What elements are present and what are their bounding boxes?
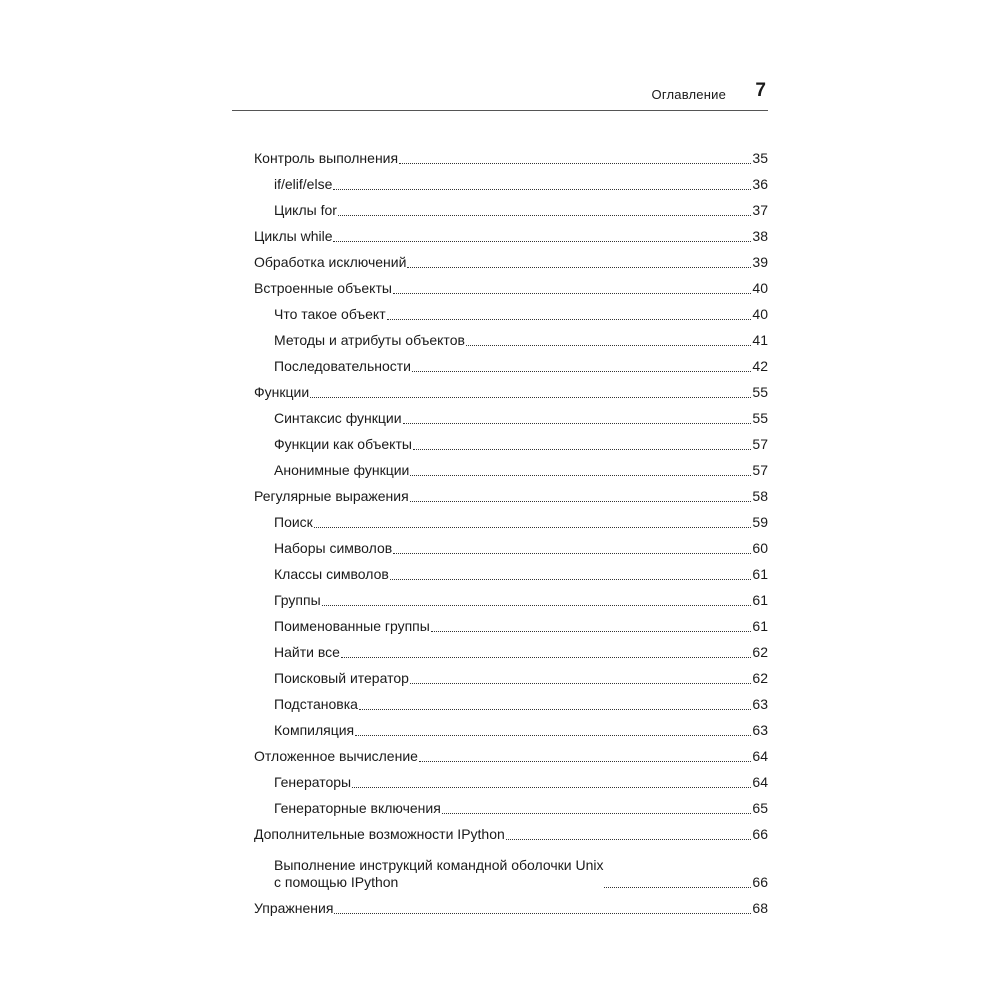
toc-entry[interactable] <box>254 271 768 297</box>
toc-entry[interactable] <box>254 583 768 609</box>
toc-entry[interactable] <box>254 843 768 891</box>
toc-entry-title: Наборы символов <box>274 540 393 556</box>
page-number: 7 <box>755 80 766 101</box>
dot-leader <box>310 397 751 398</box>
toc-entry-page: 35 <box>752 150 768 166</box>
dot-leader <box>412 371 751 372</box>
toc-entry[interactable] <box>254 453 768 479</box>
toc-entry[interactable] <box>254 297 768 323</box>
toc-entry[interactable] <box>254 609 768 635</box>
toc-entry[interactable] <box>254 635 768 661</box>
toc-entry-title: Поиск <box>274 514 313 530</box>
toc-entry[interactable] <box>254 661 768 687</box>
toc-entry[interactable] <box>254 739 768 765</box>
toc-entry-page: 61 <box>752 566 768 582</box>
dot-leader <box>413 449 752 450</box>
dot-leader <box>390 579 752 580</box>
toc-entry[interactable] <box>254 167 768 193</box>
toc-entry-title-line: Выполнение инструкций командной оболочки Unix <box>274 857 604 873</box>
toc-entry[interactable] <box>254 765 768 791</box>
toc-entry-title <box>274 857 603 891</box>
toc-entry-title: Циклы for <box>274 202 337 218</box>
toc-entry[interactable] <box>254 791 768 817</box>
dot-leader <box>355 735 751 736</box>
toc-entry-page: 62 <box>752 644 768 660</box>
dot-leader <box>407 267 751 268</box>
page-header <box>232 78 768 111</box>
toc-entry[interactable] <box>254 245 768 271</box>
toc-entry[interactable] <box>254 141 768 167</box>
dot-leader <box>333 189 751 190</box>
dot-leader <box>322 605 752 606</box>
dot-leader <box>506 839 752 840</box>
dot-leader <box>338 215 752 216</box>
table-of-contents <box>254 141 768 917</box>
dot-leader <box>410 683 752 684</box>
toc-entry-page: 41 <box>752 332 768 348</box>
dot-leader <box>333 241 751 242</box>
toc-entry-title: Поименованные группы <box>274 618 430 634</box>
dot-leader <box>359 709 751 710</box>
dot-leader <box>442 813 752 814</box>
toc-entry-title-line: с помощью IPython <box>274 874 399 890</box>
toc-entry[interactable] <box>254 193 768 219</box>
dot-leader <box>393 293 751 294</box>
toc-entry-page: 36 <box>752 176 768 192</box>
dot-leader <box>393 553 751 554</box>
toc-entry-page: 63 <box>752 722 768 738</box>
toc-entry-title: Отложенное вычисление <box>254 748 418 764</box>
toc-entry-title: Компиляция <box>274 722 355 738</box>
toc-entry[interactable] <box>254 401 768 427</box>
toc-entry-title: Обработка исключений <box>254 254 407 270</box>
toc-entry-page: 65 <box>752 800 768 816</box>
toc-entry-title: Функции <box>254 384 310 400</box>
toc-entry-title: Группы <box>274 592 321 608</box>
dot-leader <box>419 761 751 762</box>
toc-entry[interactable] <box>254 817 768 843</box>
toc-entry[interactable] <box>254 713 768 739</box>
dot-leader <box>387 319 752 320</box>
toc-entry-title: Поисковый итератор <box>274 670 409 686</box>
toc-entry[interactable] <box>254 505 768 531</box>
toc-entry-title: Подстановка <box>274 696 358 712</box>
dot-leader <box>466 345 752 346</box>
dot-leader <box>399 163 751 164</box>
toc-entry-page: 39 <box>752 254 768 270</box>
toc-entry-title: Анонимные функции <box>274 462 410 478</box>
dot-leader <box>334 913 751 914</box>
toc-entry-page: 60 <box>752 540 768 556</box>
toc-entry-title: Дополнительные возможности IPython <box>254 826 505 842</box>
toc-entry[interactable] <box>254 323 768 349</box>
toc-entry-title: Регулярные выражения <box>254 488 409 504</box>
toc-entry-title: if/elif/else <box>274 176 333 192</box>
dot-leader <box>604 887 751 888</box>
toc-entry-page: 57 <box>752 436 768 452</box>
toc-entry-page: 64 <box>752 748 768 764</box>
toc-entry-page: 38 <box>752 228 768 244</box>
toc-entry[interactable] <box>254 375 768 401</box>
toc-entry-title: Последовательности <box>274 358 411 374</box>
toc-entry[interactable] <box>254 557 768 583</box>
toc-entry-page: 66 <box>752 826 768 842</box>
toc-entry-title: Упражнения <box>254 900 334 916</box>
toc-entry-page: 40 <box>752 280 768 296</box>
toc-entry-title: Генераторные включения <box>274 800 441 816</box>
toc-entry-page: 61 <box>752 618 768 634</box>
dot-leader <box>431 631 752 632</box>
toc-entry-page: 61 <box>752 592 768 608</box>
dot-leader <box>410 501 752 502</box>
toc-entry[interactable] <box>254 891 768 917</box>
toc-entry[interactable] <box>254 687 768 713</box>
toc-entry-page: 58 <box>752 488 768 504</box>
dot-leader <box>341 657 752 658</box>
toc-entry-page: 42 <box>752 358 768 374</box>
toc-entry-page: 66 <box>752 874 768 890</box>
dot-leader <box>314 527 752 528</box>
toc-entry-page: 68 <box>752 900 768 916</box>
dot-leader <box>403 423 752 424</box>
toc-entry-page: 63 <box>752 696 768 712</box>
toc-entry-page: 62 <box>752 670 768 686</box>
toc-entry-title: Найти все <box>274 644 340 660</box>
running-title: Оглавление <box>651 87 726 102</box>
toc-entry-title: Генераторы <box>274 774 352 790</box>
toc-entry-title: Циклы while <box>254 228 333 244</box>
toc-entry-page: 55 <box>752 384 768 400</box>
dot-leader <box>410 475 751 476</box>
toc-entry-page: 59 <box>752 514 768 530</box>
toc-entry-page: 55 <box>752 410 768 426</box>
dot-leader <box>352 787 751 788</box>
toc-entry-title: Синтаксис функции <box>274 410 402 426</box>
toc-entry-title: Классы символов <box>274 566 389 582</box>
toc-entry-page: 40 <box>752 306 768 322</box>
toc-entry-title: Встроенные объекты <box>254 280 392 296</box>
toc-entry-title: Контроль выполнения <box>254 150 399 166</box>
toc-entry[interactable] <box>254 427 768 453</box>
toc-entry[interactable] <box>254 219 768 245</box>
toc-entry[interactable] <box>254 349 768 375</box>
toc-entry-page: 57 <box>752 462 768 478</box>
toc-entry[interactable] <box>254 531 768 557</box>
toc-entry-title: Что такое объект <box>274 306 386 322</box>
toc-entry[interactable] <box>254 479 768 505</box>
toc-entry-page: 64 <box>752 774 768 790</box>
toc-entry-title: Методы и атрибуты объектов <box>274 332 465 348</box>
toc-entry-title: Функции как объекты <box>274 436 412 452</box>
toc-entry-page: 37 <box>752 202 768 218</box>
